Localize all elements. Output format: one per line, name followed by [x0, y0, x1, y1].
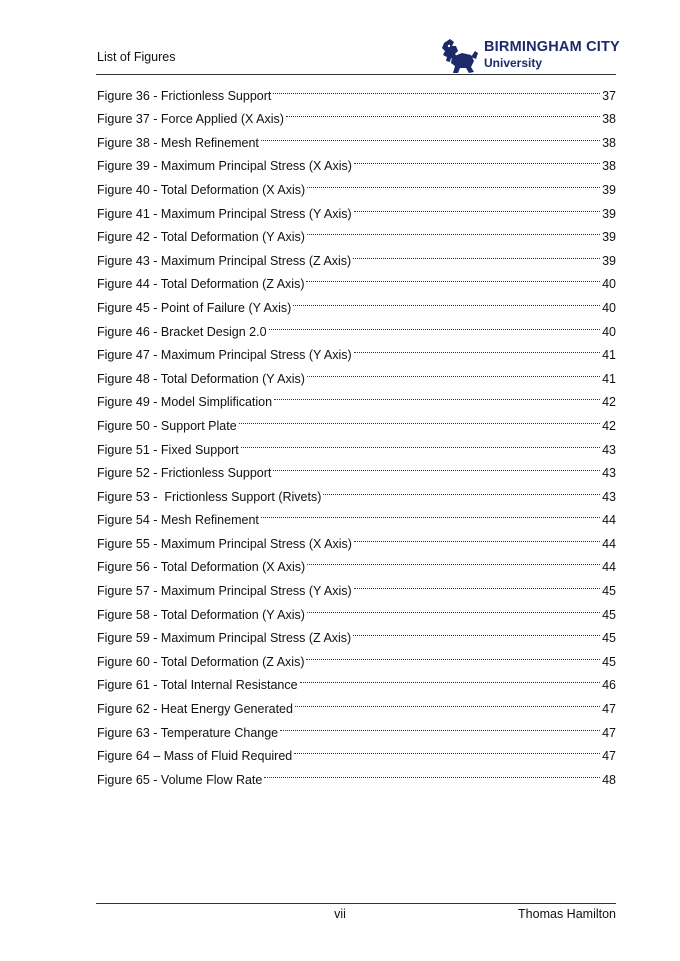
dot-leader [259, 501, 602, 525]
toc-entry-label: Figure 38 - Mesh Refinement [97, 135, 259, 150]
footer-author: Thomas Hamilton [518, 907, 616, 921]
toc-entry-label: Figure 60 - Total Deformation (Z Axis) [97, 654, 305, 669]
toc-entry-label: Figure 55 - Maximum Principal Stress (X Axis) [97, 536, 352, 551]
logo-line-1: BIRMINGHAM CITY [484, 39, 620, 55]
dot-leader [292, 737, 602, 761]
toc-entry-page: 39 [602, 253, 616, 268]
dot-leader [304, 265, 602, 289]
university-logo [438, 37, 618, 75]
toc-entry-label: Figure 40 - Total Deformation (X Axis) [97, 182, 306, 197]
toc-entry-page: 38 [602, 112, 616, 127]
toc-entry-label: Figure 62 - Heat Energy Generated [97, 702, 293, 717]
header-divider [96, 74, 616, 75]
dot-leader [352, 336, 602, 360]
toc-entry[interactable] [97, 76, 616, 103]
toc-entry-label: Figure 46 - Bracket Design 2.0 [97, 324, 267, 339]
toc-entry-page: 40 [602, 277, 616, 292]
toc-entry-label: Figure 57 - Maximum Principal Stress (Y Axis) [97, 584, 352, 599]
list-of-figures [97, 76, 616, 787]
toc-entry-page: 39 [602, 182, 616, 197]
toc-entry-page: 45 [602, 584, 616, 599]
toc-entry-label: Figure 43 - Maximum Principal Stress (Z Axis) [97, 253, 352, 268]
dot-leader [305, 548, 602, 572]
lion-crest-icon [438, 37, 480, 75]
toc-entry-label: Figure 41 - Maximum Principal Stress (Y Axis) [97, 206, 352, 221]
dot-leader [239, 430, 602, 454]
toc-entry-label: Figure 45 - Point of Failure (Y Axis) [97, 300, 292, 315]
toc-entry-page: 45 [602, 607, 616, 622]
dot-leader [352, 194, 602, 218]
toc-entry-page: 44 [602, 536, 616, 551]
footer-page-number: vii [334, 907, 346, 921]
toc-entry-page: 39 [602, 206, 616, 221]
dot-leader [272, 383, 602, 407]
toc-entry-label: Figure 48 - Total Deformation (Y Axis) [97, 371, 305, 386]
toc-entry-label: Figure 51 - Fixed Support [97, 442, 239, 457]
toc-entry-page: 43 [602, 489, 616, 504]
toc-entry-label: Figure 61 - Total Internal Resistance [97, 678, 298, 693]
toc-entry-label: Figure 47 - Maximum Principal Stress (Y Axis) [97, 348, 352, 363]
dot-leader [305, 595, 602, 619]
dot-leader [305, 218, 602, 242]
logo-line-2: University [484, 56, 543, 70]
toc-entry-page: 41 [602, 371, 616, 386]
dot-leader [351, 619, 602, 643]
dot-leader [305, 359, 602, 383]
dot-leader [293, 689, 602, 713]
dot-leader [352, 524, 602, 548]
toc-entry-label: Figure 36 - Frictionless Support [97, 88, 272, 103]
dot-leader [305, 170, 602, 194]
toc-entry-label: Figure 44 - Total Deformation (Z Axis) [97, 277, 305, 292]
toc-entry-page: 43 [602, 442, 616, 457]
toc-entry-page: 44 [602, 513, 616, 528]
toc-entry-page: 42 [602, 395, 616, 410]
dot-leader [262, 760, 602, 784]
toc-entry-page: 44 [602, 560, 616, 575]
toc-entry-label: Figure 39 - Maximum Principal Stress (X Axis) [97, 159, 352, 174]
toc-entry-page: 46 [602, 678, 616, 693]
toc-entry-label: Figure 50 - Support Plate [97, 418, 237, 433]
dot-leader [291, 288, 602, 312]
toc-entry-page: 45 [602, 631, 616, 646]
toc-entry-label: Figure 64 – Mass of Fluid Required [97, 749, 293, 764]
toc-entry-page: 40 [602, 324, 616, 339]
toc-entry-label: Figure 63 - Temperature Change [97, 725, 279, 740]
toc-entry-label: Figure 65 - Volume Flow Rate [97, 772, 263, 787]
dot-leader [284, 100, 602, 124]
dot-leader [298, 666, 603, 690]
dot-leader [259, 123, 602, 147]
toc-entry-label: Figure 58 - Total Deformation (Y Axis) [97, 607, 305, 622]
toc-entry-page: 48 [602, 772, 616, 787]
toc-entry-label: Figure 56 - Total Deformation (X Axis) [97, 560, 306, 575]
toc-entry-page: 39 [602, 230, 616, 245]
dot-leader [351, 241, 602, 265]
toc-entry-label: Figure 42 - Total Deformation (Y Axis) [97, 230, 305, 245]
header-title: List of Figures [97, 50, 176, 64]
toc-entry-page: 47 [602, 702, 616, 717]
dot-leader [237, 406, 602, 430]
toc-entry-page: 45 [602, 654, 616, 669]
dot-leader [271, 76, 602, 100]
dot-leader [304, 642, 602, 666]
toc-entry-label: Figure 59 - Maximum Principal Stress (Z Axis) [97, 631, 352, 646]
dot-leader [278, 713, 602, 737]
dot-leader [267, 312, 603, 336]
dot-leader [352, 147, 602, 171]
toc-entry-page: 42 [602, 418, 616, 433]
dot-leader [321, 477, 602, 501]
toc-entry-label: Figure 54 - Mesh Refinement [97, 513, 259, 528]
toc-entry-page: 47 [602, 749, 616, 764]
toc-entry-label: Figure 37 - Force Applied (X Axis) [97, 112, 284, 127]
toc-entry-page: 43 [602, 466, 616, 481]
dot-leader [271, 454, 602, 478]
toc-entry-page: 41 [602, 348, 616, 363]
toc-entry-label: Figure 49 - Model Simplification [97, 395, 273, 410]
toc-entry-label: Figure 53 - Frictionless Support (Rivets) [97, 489, 322, 504]
toc-entry-label: Figure 52 - Frictionless Support [97, 466, 272, 481]
toc-entry-page: 38 [602, 135, 616, 150]
footer-divider [96, 903, 616, 904]
toc-entry-page: 40 [602, 300, 616, 315]
dot-leader [352, 571, 602, 595]
toc-entry-page: 37 [602, 88, 616, 103]
toc-entry-page: 38 [602, 159, 616, 174]
toc-entry-page: 47 [602, 725, 616, 740]
